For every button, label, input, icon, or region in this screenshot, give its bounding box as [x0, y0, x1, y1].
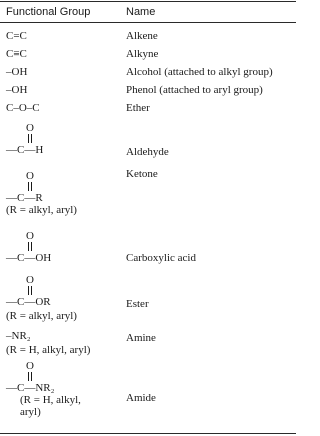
carbonyl-structure	[6, 274, 122, 322]
oxygen-label: O	[26, 170, 34, 182]
double-bond-right	[31, 372, 32, 381]
oxygen-label: O	[26, 122, 34, 134]
oxygen-label: O	[26, 274, 34, 286]
functional-group: C=C	[6, 30, 27, 42]
functional-group: C≡C	[6, 48, 27, 60]
group-name: Ether	[126, 102, 150, 114]
functional-group: C–O–C	[6, 102, 40, 114]
group-name: Phenol (attached to aryl group)	[126, 84, 263, 96]
group-name: Alkyne	[126, 48, 159, 60]
substituent-note: (R = alkyl, aryl)	[6, 310, 77, 322]
group-name: Alcohol (attached to alkyl group)	[126, 66, 273, 78]
group-name: Ketone	[126, 168, 158, 180]
double-bond-left	[28, 134, 29, 143]
carbon-chain: —C—H	[6, 144, 44, 156]
functional-group: –NR₂	[6, 330, 31, 342]
double-bond-right	[31, 242, 32, 251]
double-bond-left	[28, 286, 29, 295]
carbon-chain: —C—NR₂	[6, 382, 55, 394]
double-bond-right	[31, 134, 32, 143]
group-name: Amide	[126, 392, 156, 404]
carbon-chain: —C—OH	[6, 252, 52, 264]
substituent-note: (R = alkyl, aryl)	[6, 204, 77, 216]
double-bond-left	[28, 182, 29, 191]
double-bond-left	[28, 372, 29, 381]
group-name: Alkene	[126, 30, 158, 42]
oxygen-label: O	[26, 230, 34, 242]
header-rule	[0, 22, 296, 23]
top-rule	[0, 1, 296, 2]
functional-group: –OH	[6, 84, 28, 96]
group-name: Ester	[126, 298, 149, 310]
double-bond-left	[28, 242, 29, 251]
carbonyl-structure	[6, 360, 122, 432]
carbonyl-structure	[6, 122, 122, 166]
substituent-note: (R = H, alkyl, aryl)	[6, 344, 91, 356]
carbonyl-structure	[6, 230, 122, 274]
double-bond-right	[31, 286, 32, 295]
carbonyl-structure	[6, 170, 122, 214]
header-functional-group: Functional Group	[6, 6, 91, 18]
group-name: Amine	[126, 332, 156, 344]
carbon-chain: —C—R	[6, 192, 43, 204]
oxygen-label: O	[26, 360, 34, 372]
group-name: Carboxylic acid	[126, 252, 196, 264]
substituent-note-continued: aryl)	[20, 406, 41, 418]
bottom-rule	[0, 433, 296, 434]
group-name: Aldehyde	[126, 146, 169, 158]
carbon-chain: —C—OR	[6, 296, 51, 308]
functional-group: –OH	[6, 66, 28, 78]
substituent-note: (R = H, alkyl,	[20, 394, 81, 406]
header-name: Name	[126, 6, 156, 18]
double-bond-right	[31, 182, 32, 191]
